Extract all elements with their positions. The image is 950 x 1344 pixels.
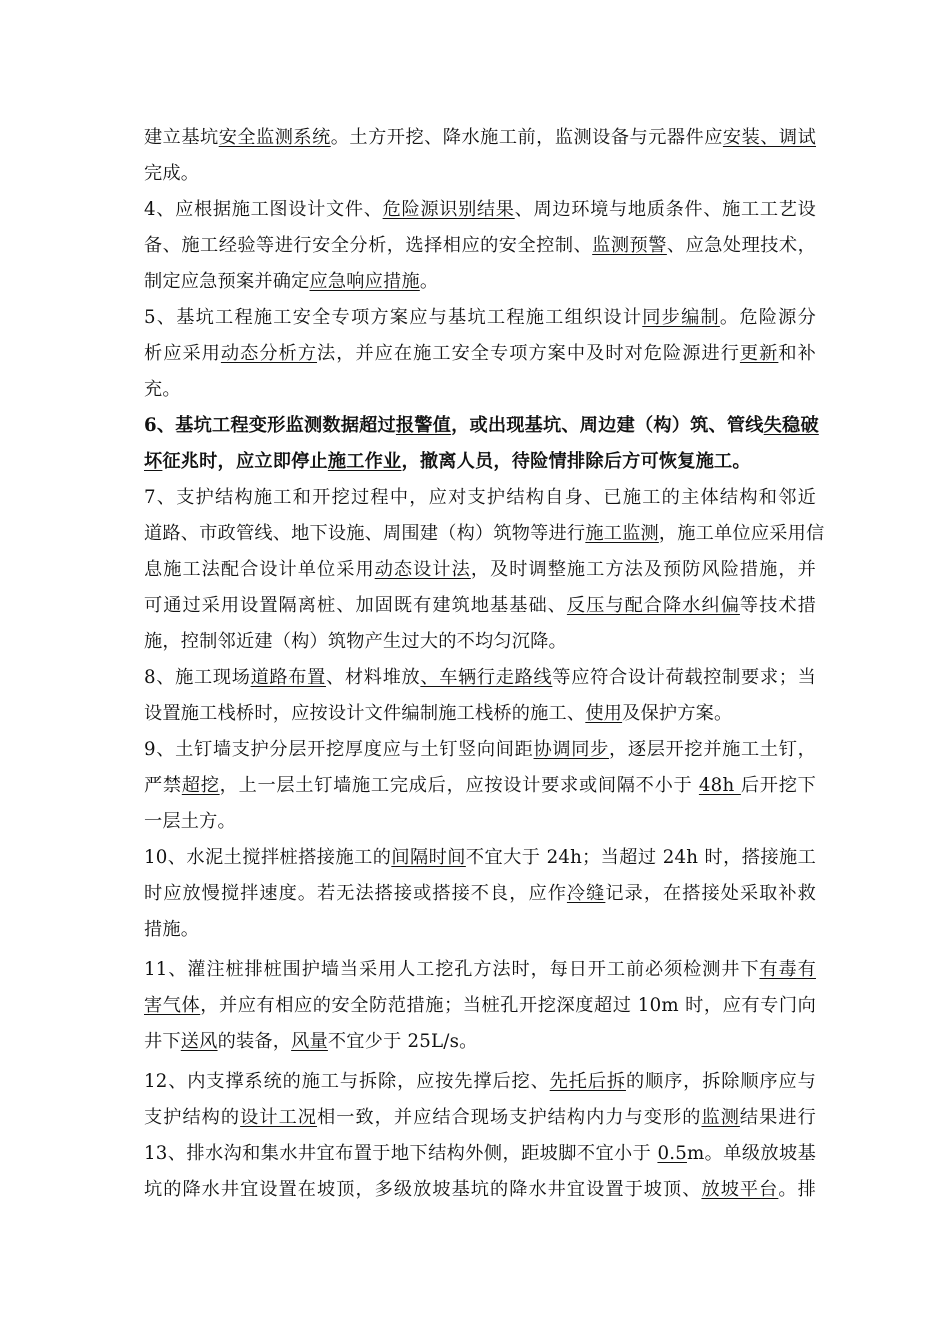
text-segment: 5、基坑工程施工安全专项方案应与基坑工程施工组织设计: [144, 307, 643, 328]
underlined-term: 应急响应措施: [309, 271, 420, 292]
underlined-term: 更新: [739, 343, 779, 364]
text-line: [144, 1064, 816, 1100]
text-segment: ，上一层土钉墙施工完成后，应按设计要求或间隔不小于: [219, 775, 699, 796]
text-segment: 支护结构的: [144, 1107, 241, 1128]
text-line: [144, 660, 816, 696]
underlined-term: 失稳破: [763, 415, 819, 436]
text-line: [144, 952, 816, 988]
text-segment: 相一致，并应结合现场支护结构内力与变形的: [317, 1107, 702, 1128]
underlined-term: 、车辆行走路线: [420, 667, 553, 688]
text-segment: 后开挖下: [740, 775, 816, 796]
underlined-term: 间隔时间: [391, 847, 466, 868]
text-segment: ，逐层开挖并施工土钉，: [608, 739, 816, 760]
text-line: [144, 1100, 816, 1136]
text-segment: 4、应根据施工图设计文件、: [144, 199, 383, 220]
underlined-term: 道路布置: [250, 667, 327, 688]
text-segment: 息施工法配合设计单位采用: [144, 559, 375, 580]
underlined-term: 监测预警: [592, 235, 667, 256]
text-segment: 11、灌注桩排桩围护墙当采用人工挖孔方法时，每日开工前必须检测井下: [144, 959, 760, 980]
underlined-term: 坏: [144, 451, 163, 472]
underlined-term: 超挖: [181, 775, 220, 796]
text-segment: 6、基坑工程变形监测数据超过: [144, 415, 396, 436]
underlined-term: 报警值: [395, 415, 452, 436]
text-segment: 备、施工经验等进行安全分析，选择相应的安全控制、: [144, 235, 593, 256]
text-segment: 的装备，: [217, 1031, 292, 1052]
text-line: [144, 300, 816, 336]
underlined-term: 协调同步: [533, 739, 609, 760]
text-segment: ，并应有相应的安全防范措施；当桩孔开挖深度超过 10m 时，应有专门向: [200, 995, 816, 1016]
text-segment: 。: [419, 271, 439, 292]
text-segment: 施，控制邻近建（构）筑物产生过大的不均匀沉降。: [144, 631, 567, 652]
underlined-term: 动态分析方: [220, 343, 318, 364]
text-line: [144, 768, 816, 804]
underlined-term: 害气体: [144, 995, 201, 1016]
text-segment: 及保护方案。: [622, 703, 733, 724]
text-line: [144, 120, 816, 156]
text-segment: 等技术措: [739, 595, 816, 616]
text-segment: 充。: [144, 379, 181, 400]
text-line: [144, 1136, 816, 1172]
text-line: [144, 156, 816, 192]
text-segment: 不宜少于 25L/s。: [327, 1031, 478, 1052]
text-segment: 10、水泥土搅拌桩搭接施工的: [144, 847, 392, 868]
text-line: [144, 516, 825, 552]
text-segment: 道路、市政管线、地下设施、周围建（构）筑物等进行: [144, 523, 586, 544]
text-line: [144, 696, 816, 732]
text-segment: 、周边环境与地质条件、施工工艺设: [514, 199, 816, 220]
text-line: [144, 912, 816, 948]
text-segment: 完成。: [144, 163, 200, 184]
text-line: [144, 804, 816, 840]
text-segment: 井下: [144, 1031, 181, 1052]
text-segment: 13、排水沟和集水井宜布置于地下结构外侧，距坡脚不宜小于: [144, 1143, 658, 1164]
underlined-term: 施工作业: [327, 451, 402, 472]
text-segment: 。土方开挖、降水施工前，监测设备与元器件应: [330, 127, 723, 148]
text-segment: 一层土方。: [144, 811, 236, 832]
text-line: [144, 1172, 816, 1208]
underlined-term: 送风: [180, 1031, 218, 1052]
underlined-term: 使用: [585, 703, 623, 724]
text-segment: 、材料堆放: [326, 667, 421, 688]
text-line: [144, 1024, 816, 1060]
text-segment: 征兆时，应立即停止: [162, 451, 328, 472]
text-segment: 9、土钉墙支护分层开挖厚度应与土钉竖向间距: [144, 739, 534, 760]
underlined-term: 风量: [291, 1031, 328, 1052]
text-segment: 措施。: [144, 919, 200, 940]
underlined-term: 反压与配合降水纠偏: [566, 595, 740, 616]
underlined-term: 同步编制: [642, 307, 720, 328]
underlined-term: 设计工况: [240, 1107, 318, 1128]
text-line: [144, 408, 819, 444]
text-segment: 。排: [778, 1179, 816, 1200]
text-segment: 等应符合设计荷载控制要求；当: [552, 667, 816, 688]
underlined-term: 安装、调试: [722, 127, 816, 148]
text-line: [144, 840, 816, 876]
text-segment: 设置施工栈桥时，应按设计文件编制施工栈桥的施工、: [144, 703, 586, 724]
text-line: [144, 264, 816, 300]
text-segment: 和补: [778, 343, 816, 364]
underlined-term: 有毒有: [759, 959, 816, 980]
underlined-term: 施工监测: [585, 523, 659, 544]
text-line: [144, 480, 816, 516]
text-segment: m。单级放坡基: [686, 1143, 816, 1164]
text-segment: ，撤离人员，待险情排除后方可恢复施工。: [401, 451, 751, 472]
text-segment: 。危险源分: [719, 307, 816, 328]
text-line: [144, 336, 816, 372]
text-segment: 制定应急预案并确定: [144, 271, 310, 292]
underlined-term: 冷缝: [566, 883, 606, 904]
text-line: [144, 444, 816, 480]
text-line: [144, 588, 816, 624]
text-segment: 7、支护结构施工和开挖过程中，应对支护结构自身、已施工的主体结构和邻近: [144, 487, 816, 508]
text-line: [144, 372, 816, 408]
text-segment: 的顺序，拆除顺序应与: [625, 1071, 816, 1092]
underlined-term: 安全监测系统: [218, 127, 331, 148]
text-segment: 、应急处理技术，: [666, 235, 816, 256]
underlined-term: 先托后拆: [549, 1071, 626, 1092]
underlined-term: 监测: [701, 1107, 740, 1128]
underlined-term: 48h: [698, 775, 741, 796]
text-segment: 可通过采用设置隔离桩、加固既有建筑地基基础、: [144, 595, 567, 616]
text-segment: 12、内支撑系统的施工与拆除，应按先撑后挖、: [144, 1071, 550, 1092]
underlined-term: 动态设计法: [374, 559, 471, 580]
text-segment: 析应采用: [144, 343, 221, 364]
text-segment: 8、施工现场: [144, 667, 251, 688]
text-segment: 不宜大于 24h；当超过 24h 时，搭接施工: [465, 847, 816, 868]
text-line: [144, 624, 816, 660]
underlined-term: 危险源识别结果: [382, 199, 515, 220]
text-line: [144, 552, 816, 588]
text-segment: 严禁: [144, 775, 182, 796]
text-segment: ，及时调整施工方法及预防风险措施，并: [470, 559, 816, 580]
text-line: [144, 228, 816, 264]
text-segment: 记录，在搭接处采取补救: [605, 883, 816, 904]
text-line: [144, 192, 816, 228]
underlined-term: 放坡平台: [701, 1179, 779, 1200]
text-segment: ，或出现基坑、周边建（构）筑、管线: [451, 415, 764, 436]
text-segment: 坑的降水井宜设置在坡顶，多级放坡基坑的降水井宜设置于坡顶、: [144, 1179, 702, 1200]
text-segment: 法，并应在施工安全专项方案中及时对危险源进行: [317, 343, 740, 364]
text-segment: ，施工单位应采用信: [658, 523, 825, 544]
underlined-term: 0.5: [657, 1143, 687, 1164]
text-line: [144, 732, 816, 768]
text-segment: 建立基坑: [144, 127, 219, 148]
text-segment: 时应放慢搅拌速度。若无法搭接或搭接不良，应作: [144, 883, 567, 904]
text-line: [144, 876, 816, 912]
text-segment: 结果进行: [739, 1107, 816, 1128]
text-line: [144, 988, 816, 1024]
